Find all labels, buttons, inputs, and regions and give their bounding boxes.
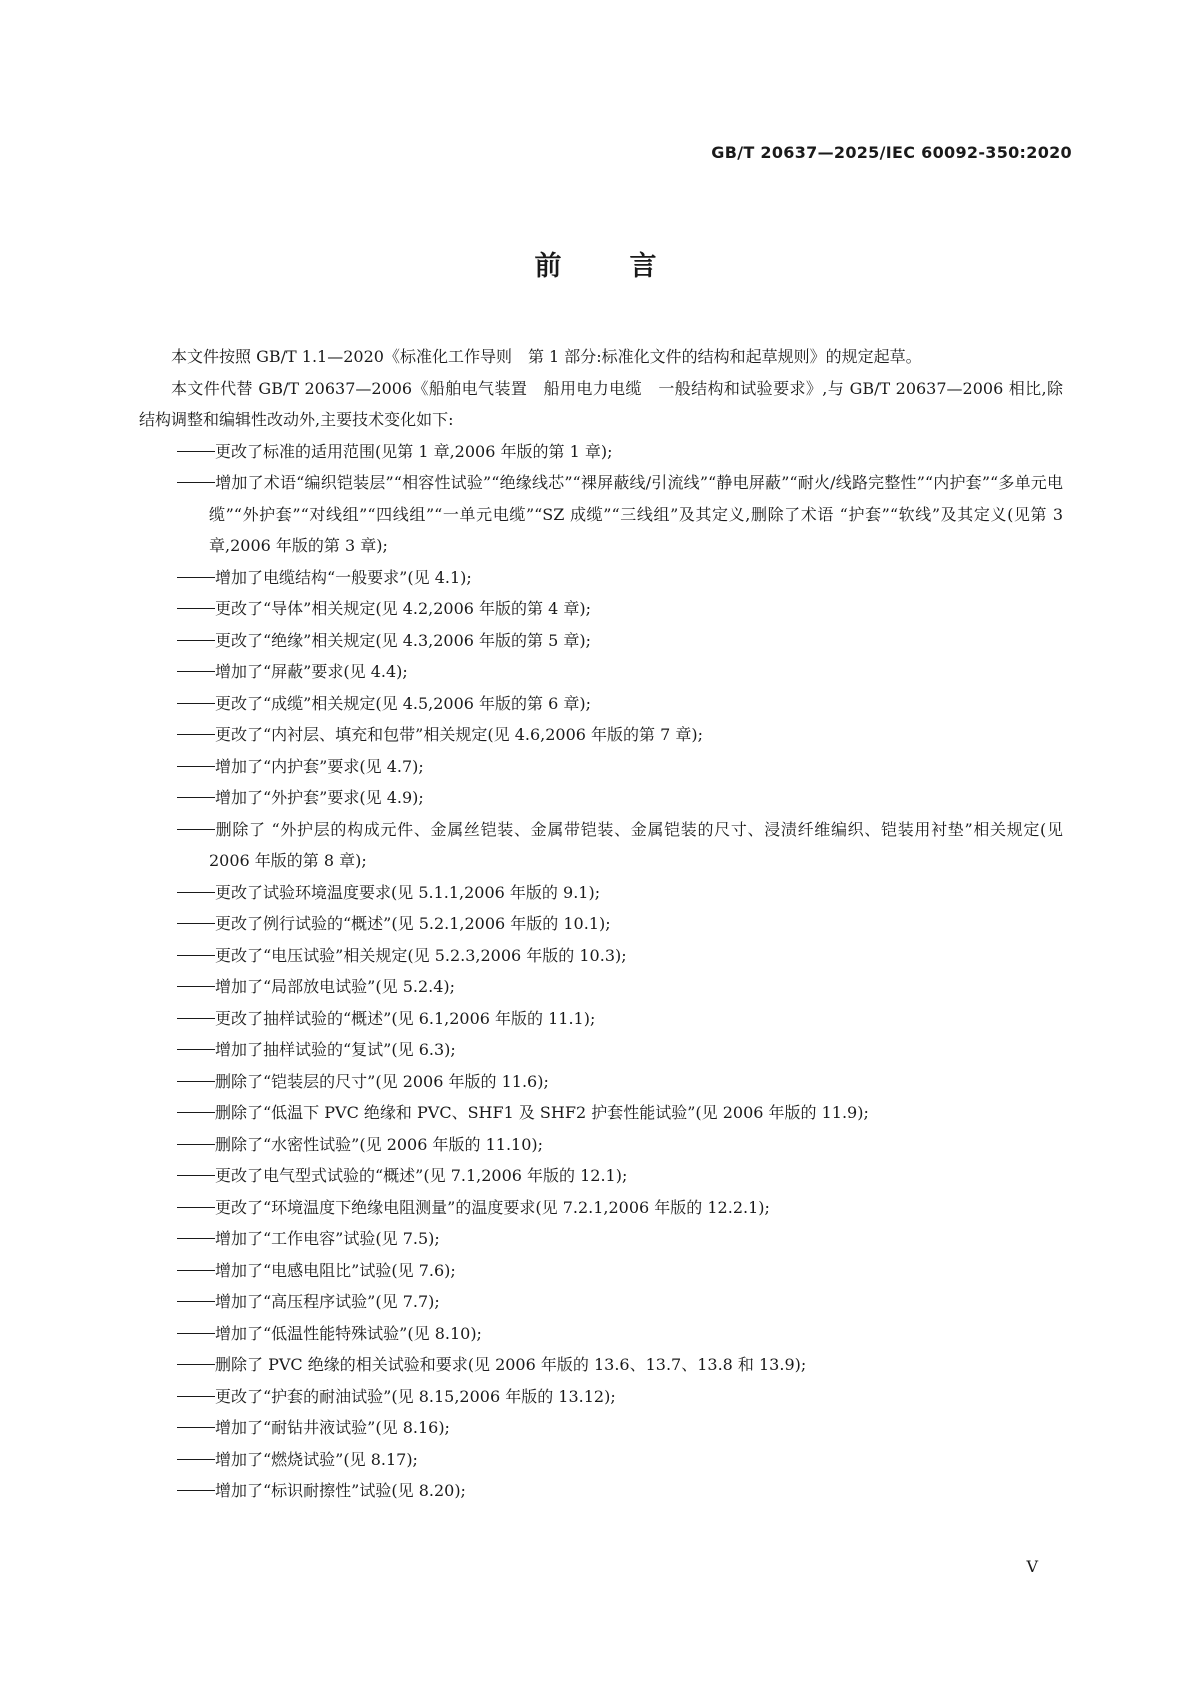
change-item-text: 更改了例行试验的“概述”(见 5.2.1,2006 年版的 10.1); (215, 914, 611, 933)
em-dash-marker (177, 1396, 215, 1397)
change-item-text: 增加了“燃烧试验”(见 8.17); (215, 1449, 418, 1469)
change-item-text: 增加了“高压程序试验”(见 7.7); (215, 1292, 440, 1311)
change-item (139, 1223, 1063, 1255)
change-item-text: 删除了 PVC 绝缘的相关试验和要求(见 2006 年版的 13.6、13.7、13.8 和 13.9); (215, 1355, 807, 1374)
change-item (139, 1129, 1063, 1161)
change-item-text: 删除了 “外护层的构成元件、金属丝铠装、金属带铠装、金属铠装的尺寸、浸渍纤维编织、铠装用衬垫”相关规定(见 2006 年版的第 8 章); (209, 819, 1063, 870)
change-item-text: 增加了“外护套”要求(见 4.9); (215, 788, 424, 807)
em-dash-marker (177, 892, 215, 893)
intro-paragraph-2: 本文件代替 GB/T 20637—2006《船舶电气装置 船用电力电缆 一般结构和试验要求》,与 GB/T 20637—2006 相比,除结构调整和编辑性改动外,主要技术变化如下: (139, 378, 1063, 429)
change-item (139, 814, 1063, 877)
change-item (139, 940, 1063, 972)
change-item-text: 更改了“绝缘”相关规定(见 4.3,2006 年版的第 5 章); (215, 630, 592, 650)
change-item-text: 删除了“铠装层的尺寸”(见 2006 年版的 11.6); (215, 1071, 549, 1091)
change-item (139, 877, 1063, 909)
change-item-text: 增加了“内护套”要求(见 4.7); (215, 756, 424, 776)
change-item-text: 增加了术语“编织铠装层”“相容性试验”“绝缘线芯”“裸屏蔽线/引流线”“静电屏蔽”“耐火/线路完整性”“内护套”“多单元电缆”“外护套”“对线组”“四线组”“一单元电缆”“SZ 成缆”“三线组”及其定义,删除了术语 “护套”“软线”及其定义(见第 3 章,2006 年版的第 3 章); (209, 473, 1063, 555)
em-dash-marker (177, 829, 215, 830)
change-item (139, 1066, 1063, 1098)
change-item (139, 1255, 1063, 1287)
em-dash-marker (177, 1144, 215, 1145)
em-dash-marker (177, 923, 215, 924)
change-item (139, 467, 1063, 562)
page-title: 前言 (534, 251, 725, 282)
change-item-text: 更改了“护套的耐油试验”(见 8.15,2006 年版的 13.12); (215, 1386, 616, 1406)
change-item-text: 增加了“低温性能特殊试验”(见 8.10); (215, 1323, 482, 1343)
em-dash-marker (177, 1459, 215, 1460)
change-item-text: 增加了“局部放电试验”(见 5.2.4); (215, 977, 456, 996)
em-dash-marker (177, 1490, 215, 1491)
change-item-text: 更改了电气型式试验的“概述”(见 7.1,2006 年版的 12.1); (215, 1166, 628, 1185)
change-item-text: 更改了抽样试验的“概述”(见 6.1,2006 年版的 11.1); (215, 1008, 596, 1028)
change-item (139, 1192, 1063, 1224)
em-dash-marker (177, 766, 215, 767)
change-item (139, 436, 1063, 468)
em-dash-marker (177, 577, 215, 578)
em-dash-marker (177, 1270, 215, 1271)
change-item-text: 更改了标准的适用范围(见第 1 章,2006 年版的第 1 章); (215, 441, 613, 461)
change-item (139, 908, 1063, 940)
change-item (139, 1475, 1063, 1507)
change-item-text: 增加了“工作电容”试验(见 7.5); (215, 1229, 440, 1248)
intro-paragraph-1: 本文件按照 GB/T 1.1—2020《标准化工作导则 第 1 部分:标准化文件的结构和起草规则》的规定起草。 (171, 347, 922, 366)
change-item-text: 更改了“环境温度下绝缘电阻测量”的温度要求(见 7.2.1,2006 年版的 12.2.1); (215, 1197, 770, 1217)
change-item (139, 593, 1063, 625)
change-item (139, 1412, 1063, 1444)
change-item (139, 1381, 1063, 1413)
change-item-text: 更改了“内衬层、填充和包带”相关规定(见 4.6,2006 年版的第 7 章); (215, 725, 704, 744)
change-item (139, 562, 1063, 594)
standard-number: GB/T 20637—2025/IEC 60092-350:2020 (711, 143, 1072, 162)
foreword-body (139, 341, 1063, 1507)
em-dash-marker (177, 1081, 215, 1082)
em-dash-marker (177, 1018, 215, 1019)
change-item (139, 751, 1063, 783)
em-dash-marker (177, 608, 215, 609)
em-dash-marker (177, 482, 215, 483)
em-dash-marker (177, 734, 215, 735)
page-number: V (1026, 1557, 1038, 1576)
em-dash-marker (177, 451, 215, 452)
change-item (139, 1318, 1063, 1350)
change-item (139, 1444, 1063, 1476)
em-dash-marker (177, 1333, 215, 1334)
em-dash-marker (177, 797, 215, 798)
change-item (139, 719, 1063, 751)
em-dash-marker (177, 671, 215, 672)
change-item-text: 删除了“水密性试验”(见 2006 年版的 11.10); (215, 1134, 544, 1154)
change-item-text: 删除了“低温下 PVC 绝缘和 PVC、SHF1 及 SHF2 护套性能试验”(见 2006 年版的 11.9); (215, 1103, 869, 1122)
change-item-text: 增加了“标识耐擦性”试验(见 8.20); (215, 1481, 466, 1500)
change-item-text: 增加了“耐钻井液试验”(见 8.16); (215, 1418, 450, 1437)
change-item-text: 增加了“屏蔽”要求(见 4.4); (215, 662, 408, 681)
change-item (139, 782, 1063, 814)
em-dash-marker (177, 1112, 215, 1113)
change-item (139, 1003, 1063, 1035)
em-dash-marker (177, 955, 215, 956)
change-item (139, 1286, 1063, 1318)
em-dash-marker (177, 1364, 215, 1365)
change-item-text: 增加了电缆结构“一般要求”(见 4.1); (215, 567, 472, 587)
change-item (139, 971, 1063, 1003)
em-dash-marker (177, 1207, 215, 1208)
change-item (139, 688, 1063, 720)
change-item-text: 增加了“电感电阻比”试验(见 7.6); (215, 1260, 456, 1280)
change-item (139, 656, 1063, 688)
em-dash-marker (177, 986, 215, 987)
change-item (139, 1097, 1063, 1129)
change-list (139, 436, 1063, 1507)
change-item (139, 625, 1063, 657)
em-dash-marker (177, 1427, 215, 1428)
change-item (139, 1034, 1063, 1066)
change-item-text: 更改了“成缆”相关规定(见 4.5,2006 年版的第 6 章); (215, 693, 592, 713)
em-dash-marker (177, 1049, 215, 1050)
em-dash-marker (177, 1301, 215, 1302)
em-dash-marker (177, 1238, 215, 1239)
change-item-text: 更改了“导体”相关规定(见 4.2,2006 年版的第 4 章); (215, 599, 592, 618)
em-dash-marker (177, 1175, 215, 1176)
change-item-text: 更改了试验环境温度要求(见 5.1.1,2006 年版的 9.1); (215, 882, 601, 902)
change-item-text: 增加了抽样试验的“复试”(见 6.3); (215, 1040, 456, 1059)
change-item-text: 更改了“电压试验”相关规定(见 5.2.3,2006 年版的 10.3); (215, 945, 627, 965)
change-item (139, 1349, 1063, 1381)
em-dash-marker (177, 703, 215, 704)
em-dash-marker (177, 640, 215, 641)
change-item (139, 1160, 1063, 1192)
